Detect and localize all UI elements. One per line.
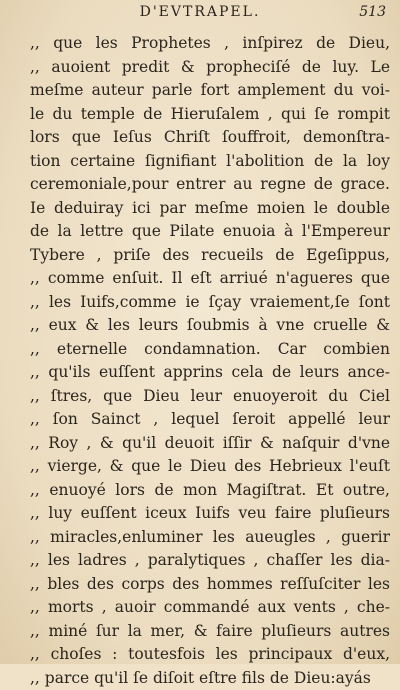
text-line: meſme auteur parle fort amplement du voi- bbox=[30, 79, 390, 103]
text-line: ,, parce qu'il ſe diſoit eſtre fils de Dieu:ayás bbox=[30, 667, 390, 690]
text-line: ,, comme enſuit. Il eſt arriué n'agueres que bbox=[30, 267, 390, 291]
text-line: ,, vierge, & que le Dieu des Hebrieux l'euſt bbox=[30, 455, 390, 479]
text-line: ,, auoient predit & propheciſé de luy. Le bbox=[30, 56, 390, 80]
text-line: ,, les ladres , paralytiques , chaſſer les dia- bbox=[30, 549, 390, 573]
text-line: ,, eux & les leurs ſoubmis à vne cruelle & bbox=[30, 314, 390, 338]
running-title: D'EVTRAPEL. bbox=[0, 4, 400, 20]
text-line: ,, ſtres, que Dieu leur enuoyeroit du Ciel bbox=[30, 385, 390, 409]
text-line: ,, enuoyé lors de mon Magiſtrat. Et outre, bbox=[30, 479, 390, 503]
body-text bbox=[30, 32, 390, 690]
text-line: ,, miracles,enluminer les aueugles , guerir bbox=[30, 526, 390, 550]
page-number: 513 bbox=[359, 4, 386, 20]
text-line: tion certaine ſignifiant l'abolition de la loy bbox=[30, 150, 390, 174]
text-line: ceremoniale,pour entrer au regne de grace. bbox=[30, 173, 390, 197]
text-line: ,, luy euſſent iceux Iuifs veu faire pluſieurs bbox=[30, 502, 390, 526]
text-line: ,, bles des corps des hommes reſſuſciter les bbox=[30, 573, 390, 597]
text-line: ,, eternelle condamnation. Car combien bbox=[30, 338, 390, 362]
text-line: ,, qu'ils euſſent apprins cela de leurs ance- bbox=[30, 361, 390, 385]
text-line: ,, ſon Sainct , lequel ſeroit appellé leur bbox=[30, 408, 390, 432]
text-line: ,, que les Prophetes , inſpirez de Dieu, bbox=[30, 32, 390, 56]
text-line: ,, les Iuifs,comme ie ſçay vraiement,ſe ſont bbox=[30, 291, 390, 315]
text-line: ,, morts , auoir commandé aux vents , che- bbox=[30, 596, 390, 620]
text-line: ,, Roy , & qu'il deuoit iſſir & naſquir d'vne bbox=[30, 432, 390, 456]
text-line: ,, miné ſur la mer, & faire pluſieurs autres bbox=[30, 620, 390, 644]
text-line: ,, choſes : toutesfois les principaux d'eux, bbox=[30, 643, 390, 667]
page-header bbox=[0, 4, 400, 26]
text-line: de la lettre que Pilate enuoia à l'Empereur bbox=[30, 220, 390, 244]
text-line: Ie deduiray ici par meſme moien le double bbox=[30, 197, 390, 221]
text-line: lors que Ieſus Chriſt ſouffroit, demonſtra- bbox=[30, 126, 390, 150]
text-line: le du temple de Hieruſalem , qui ſe rompit bbox=[30, 103, 390, 127]
text-line: Tybere , priſe des recueils de Egeſippus, bbox=[30, 244, 390, 268]
